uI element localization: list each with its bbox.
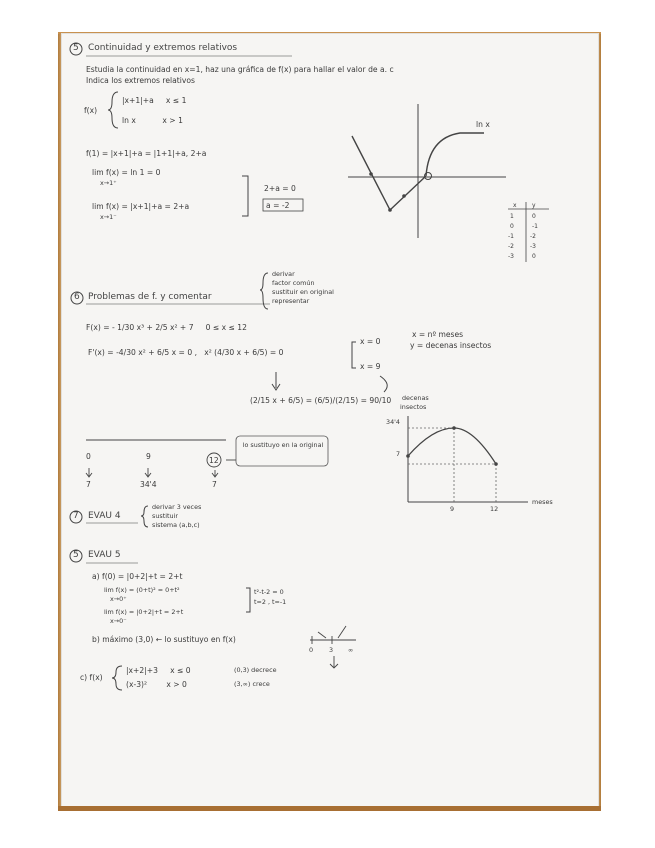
- piecewise-brace: [112, 666, 122, 690]
- piece-2: ln x x > 1: [122, 116, 183, 125]
- result: 2+a = 0: [264, 184, 296, 193]
- paren-stroke: [380, 376, 387, 392]
- table-cell: 0: [532, 253, 536, 260]
- limit-right: lim f(x) = ln 1 = 0: [92, 168, 161, 177]
- graph-abs-piece: [352, 136, 426, 210]
- section-number: 7: [73, 511, 79, 521]
- part-b: b) máximo (3,0) ← lo sustituyo en f(x): [92, 635, 236, 644]
- table-cell: -3: [508, 253, 514, 260]
- table-cell: 0: [532, 213, 536, 220]
- graph-tick: 12: [490, 505, 499, 513]
- number-line-value: 7: [86, 480, 91, 489]
- step-item: sistema (a,b,c): [152, 521, 200, 529]
- section-title: EVAU 4: [88, 511, 121, 521]
- sign-label: 3: [329, 646, 334, 654]
- table-cell: -2: [508, 243, 514, 250]
- section-title: Problemas de f. y comentar: [88, 292, 212, 302]
- graph-ln-piece: [426, 133, 484, 176]
- limit-sub: x→0⁻: [110, 617, 127, 625]
- derivative-f: F'(x) = -4/30 x² + 6/5 x = 0 , x² (4/30 x + 6/5) = 0: [88, 348, 284, 357]
- section-number: 5: [73, 550, 79, 560]
- number-line-value: 7: [212, 480, 217, 489]
- graph-ylabel: insectos: [400, 403, 427, 411]
- limit-line: lim f(x) = (0+t)² = 0+t²: [104, 586, 180, 594]
- legend-line: x = nº meses: [412, 330, 464, 339]
- result-bracket: [246, 588, 250, 612]
- statement-line: Indica los extremos relativos: [86, 76, 195, 85]
- graph-xlabel: meses: [532, 498, 553, 506]
- table-header: x: [513, 202, 517, 209]
- limit-sub: x→0⁺: [110, 595, 127, 603]
- piecewise-brace: [108, 92, 118, 128]
- limit-line: lim f(x) = |0+2|+t = 2+t: [104, 608, 184, 616]
- piece-1: |x+1|+a x ≤ 1: [122, 96, 187, 105]
- legend-line: y = decenas insectos: [410, 341, 492, 350]
- graph-tick: 34'4: [386, 418, 400, 426]
- piece-1: |x+2|+3 x ≤ 0: [126, 666, 191, 675]
- step-item: factor común: [272, 279, 315, 287]
- table-header: y: [532, 202, 536, 209]
- part-a: a) f(0) = |0+2|+t = 2+t: [92, 572, 183, 581]
- table-cell: -3: [530, 243, 536, 250]
- note-text: lo sustituyo en la original: [242, 441, 324, 449]
- graph-tick: 9: [450, 505, 455, 513]
- function-f: F(x) = - 1/30 x³ + 2/5 x² + 7 0 ≤ x ≤ 12: [86, 323, 247, 332]
- limit-sub: x→1⁺: [100, 179, 117, 187]
- number-line-label: 9: [146, 452, 151, 461]
- roots-bracket: [352, 342, 356, 368]
- table-cell: -2: [530, 233, 536, 240]
- boxed-result: a = -2: [266, 201, 290, 210]
- graph-ylabel: decenas: [402, 394, 429, 402]
- section-title: Continuidad y extremos relativos: [88, 43, 238, 53]
- part-c-label: c) f(x): [80, 673, 103, 682]
- number-line-value: 34'4: [140, 480, 157, 489]
- equation: (2/15 x + 6/5) = (6/5)/(2/15) = 90/10: [250, 396, 392, 405]
- section-number: 6: [74, 292, 80, 302]
- step-item: sustituir: [152, 512, 178, 520]
- section-number: 5: [73, 43, 79, 53]
- number-line-label: 0: [86, 452, 91, 461]
- interval: (0,3) decrece: [234, 666, 277, 674]
- graph-curve: [408, 428, 496, 464]
- graph-label: ln x: [476, 120, 490, 129]
- step-item: sustituir en original: [272, 288, 334, 296]
- result: t=2 , t=-1: [254, 598, 287, 606]
- step-item: derivar: [272, 270, 295, 278]
- graph-point: [402, 194, 406, 198]
- eval-line: f(1) = |x+1|+a = |1+1|+a, 2+a: [86, 149, 207, 158]
- table-cell: -1: [508, 233, 514, 240]
- interval: (3,∞) crece: [234, 680, 270, 688]
- section-title: EVAU 5: [88, 550, 121, 560]
- steps-brace: [141, 506, 148, 527]
- result: t²-t-2 = 0: [254, 588, 284, 596]
- limit-sub: x→1⁻: [100, 213, 117, 221]
- step-item: representar: [272, 297, 310, 305]
- table-cell: 1: [510, 213, 514, 220]
- table-cell: 0: [510, 223, 514, 230]
- number-line-label: 12: [209, 456, 219, 465]
- piece-2: (x-3)² x > 0: [126, 680, 187, 689]
- sign-label: 0: [309, 646, 314, 654]
- root: x = 9: [360, 362, 381, 371]
- graph-tick: 7: [396, 450, 401, 458]
- sign-label: ∞: [348, 646, 354, 654]
- statement-line: Estudia la continuidad en x=1, haz una gráfica de f(x) para hallar el valor de a. c: [86, 65, 394, 74]
- table-cell: -1: [532, 223, 538, 230]
- graph-point: [369, 172, 373, 176]
- step-item: derivar 3 veces: [152, 503, 202, 511]
- limit-left: lim f(x) = |x+1|+a = 2+a: [92, 202, 190, 211]
- root: x = 0: [360, 337, 381, 346]
- function-label: f(x): [84, 106, 98, 115]
- limits-bracket: [242, 176, 248, 216]
- graph-point: [388, 208, 392, 212]
